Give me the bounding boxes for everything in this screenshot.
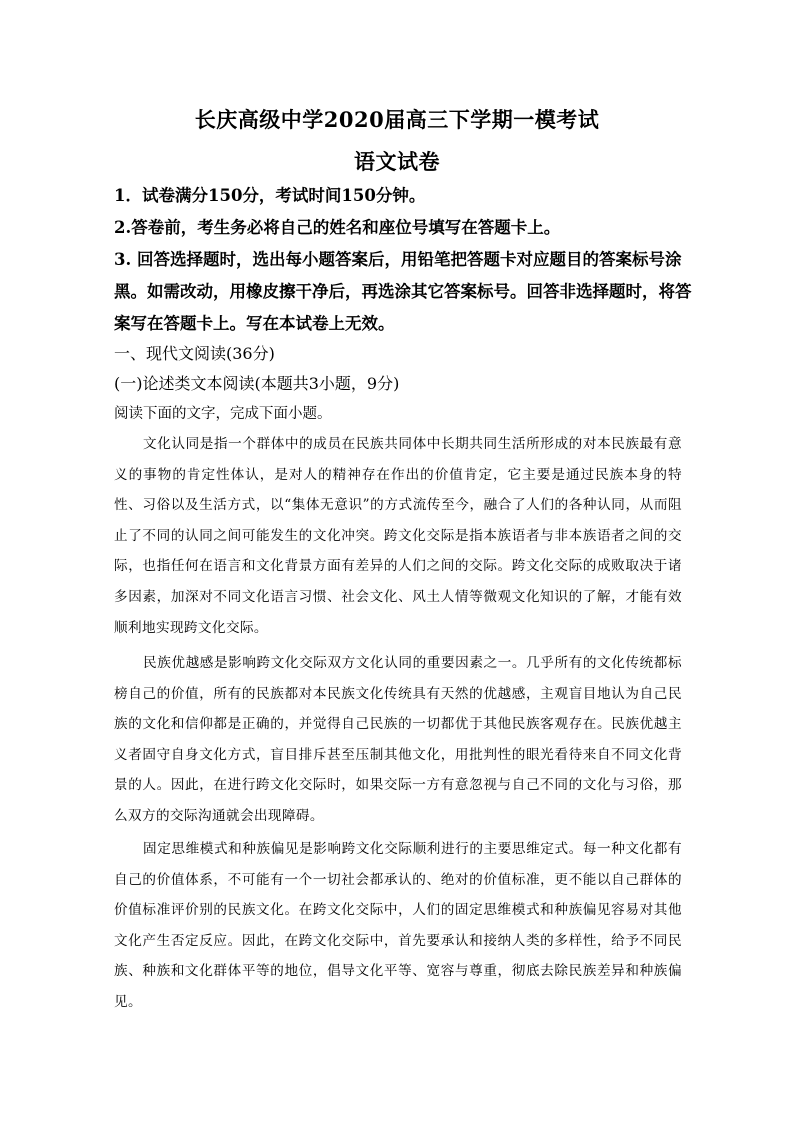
section-heading: 一、现代文阅读(36分) — [114, 344, 275, 363]
instruction-3: 3. 回答选择题时，选出每小题答案后，用铅笔把答题卡对应题目的答案标号涂黑。如需改动，用橡皮擦干净后，再选涂其它答案标号。回答非选择题时，将答案写在答题卡上。写在本试卷上无效。 — [114, 250, 692, 333]
exam-title: 长庆高级中学2020届高三下学期一模考试 — [194, 107, 600, 132]
passage-paragraph-1: 文化认同是指一个群体中的成员在民族共同体中长期共同生活所形成的对本民族最有意义的事物的肯定性体认，是对人的精神存在作出的价值肯定，它主要是通过民族本身的特性、习俗以及生活方式，以“集体无意识”的方式流传至今，融合了人们的各种认同，从而阻止了不同的认同之间可能发生的文化冲突。跨文化交际是指本族语者与非本族语者之间的交际，也指任何在语言和文化背景方面有差异的人们之间的交际。跨文化交际的成败取决于诸多因素，加深对不同文化语言习惯、社会文化、风土人情等微观文化知识的了解，才能有效顺利地实现跨文化交际。 — [114, 436, 682, 636]
instruction-2: 2.答卷前，考生务必将自己的姓名和座位号填写在答题卡上。 — [114, 218, 561, 237]
passage-paragraph-2: 民族优越感是影响跨文化交际双方文化认同的重要因素之一。几乎所有的文化传统都标榜自己的价值，所有的民族都对本民族文化传统具有天然的优越感，主观盲目地认为自己民族的文化和信仰都是正确的，并觉得自己民族的一切都优于其他民族客观存在。民族优越主义者固守自身文化方式，盲目排斥甚至压制其他文化，用批判性的眼光看待来自不同文化背景的人。因此，在进行跨文化交际时，如果交际一方有意忽视与自己不同的文化与习俗，那么双方的交际沟通就会出现障碍。 — [114, 655, 682, 824]
instruction-1: 1．试卷满分150分，考试时间150分钟。 — [114, 186, 426, 205]
exam-subtitle: 语文试卷 — [354, 149, 440, 174]
section-subheading: (一)论述类文本阅读(本题共3小题，9分) — [114, 374, 400, 393]
reading-prompt: 阅读下面的文字，完成下面小题。 — [114, 406, 332, 422]
passage-paragraph-3: 固定思维模式和种族偏见是影响跨文化交际顺利进行的主要思维定式。每一种文化都有自己的价值体系，不可能有一个一切社会都承认的、绝对的价值标准，更不能以自己群体的价值标准评价别的民族文化。在跨文化交际中，人们的固定思维模式和种族偏见容易对其他文化产生否定反应。因此，在跨文化交际中，首先要承认和接纳人类的多样性，给予不同民族、种族和文化群体平等的地位，倡导文化平等、宽容与尊重，彻底去除民族差异和种族偏见。 — [114, 841, 682, 1010]
